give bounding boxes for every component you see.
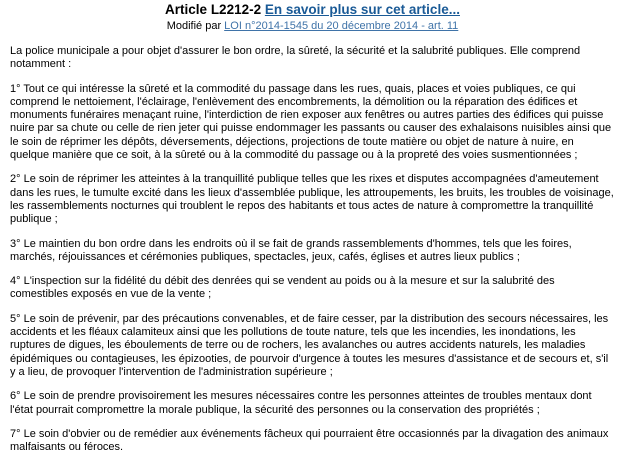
- clause-paragraph-6: 6° Le soin de prendre provisoirement les mesures nécessaires contre les personnes atteintes de troubles mentaux dont l'état pourrait compromettre la morale publique, la sécurité des personnes ou la conservation des propriétés ;: [10, 390, 592, 416]
- modified-by-line: [0, 19, 625, 34]
- article-body: [0, 45, 625, 454]
- clause-paragraph-7: 7° Le soin d'obvier ou de remédier aux événements fâcheux qui pourraient être occasionnés par la divagation des animaux malfaisants ou féroces.: [10, 427, 609, 454]
- page-title: Article L2212-2: [165, 2, 262, 17]
- modifying-law-link[interactable]: LOI n°2014-1545 du 20 décembre 2014 - art. 11: [224, 20, 459, 32]
- intro-paragraph: La police municipale a pour objet d'assurer le bon ordre, la sûreté, la sécurité et la salubrité publiques. Elle comprend notamment :: [10, 45, 581, 71]
- clause-paragraph-5: 5° Le soin de prévenir, par des précautions convenables, et de faire cesser, par la distribution des secours nécessaires, les accidents et les fléaux calamiteux ainsi que les pollutions de toute nature, tels que les incendies, les inondations, les ruptures de digues, les éboulements de terre ou de rochers, les avalanches ou autres accidents naturels, les maladies épidémiques ou contagieuses, les épizooties, de pourvoir d'urgence à toutes les mesures d'assistance et de secours et, s'il y a lieu, de provoquer l'intervention de l'administration supérieure ;: [10, 312, 609, 378]
- document-header: [0, 0, 625, 34]
- more-info-link[interactable]: En savoir plus sur cet article...: [264, 2, 460, 17]
- clause-paragraph-2: 2° Le soin de réprimer les atteintes à la tranquillité publique telles que les rixes et disputes accompagnées d'ameutement dans les rues, le tumulte excité dans les lieux d'assemblée publique, les attroupements, les bruits, les troubles de voisinage, les rassemblements nocturnes qui troublent le repos des habitants et tous actes de nature à compromettre la tranquillité publique ;: [10, 173, 614, 226]
- modified-by-label: Modifié par: [166, 20, 222, 32]
- clause-paragraph-4: 4° L'inspection sur la fidélité du débit des denrées qui se vendent au poids ou à la mesure et sur la salubrité des comestibles exposés en vue de la vente ;: [10, 275, 555, 301]
- clause-paragraph-1: 1° Tout ce qui intéresse la sûreté et la commodité du passage dans les rues, quais, places et voies publiques, ce qui comprend le nettoiement, l'éclairage, l'enlèvement des encombrements, la démolition ou la réparation des édifices et monuments funéraires menaçant ruine, l'interdiction de rien exposer aux fenêtres ou autres parties des édifices qui puisse nuire par sa chute ou celle de rien jeter qui puisse endommager les passants ou causer des exhalaisons nuisibles ainsi que le soin de réprimer les dépôts, déversements, déjections, projections de toute matière ou objet de nature à nuire, en quelque manière que ce soit, à la sûreté ou à la commodité du passage ou à la propreté des voies susmentionnées ;: [10, 82, 612, 162]
- article-title-line: [0, 2, 625, 18]
- clause-paragraph-3: 3° Le maintien du bon ordre dans les endroits où il se fait de grands rassemblements d'hommes, tels que les foires, marchés, réjouissances et cérémonies publiques, spectacles, jeux, cafés, églises et autres lieux publics ;: [10, 237, 572, 263]
